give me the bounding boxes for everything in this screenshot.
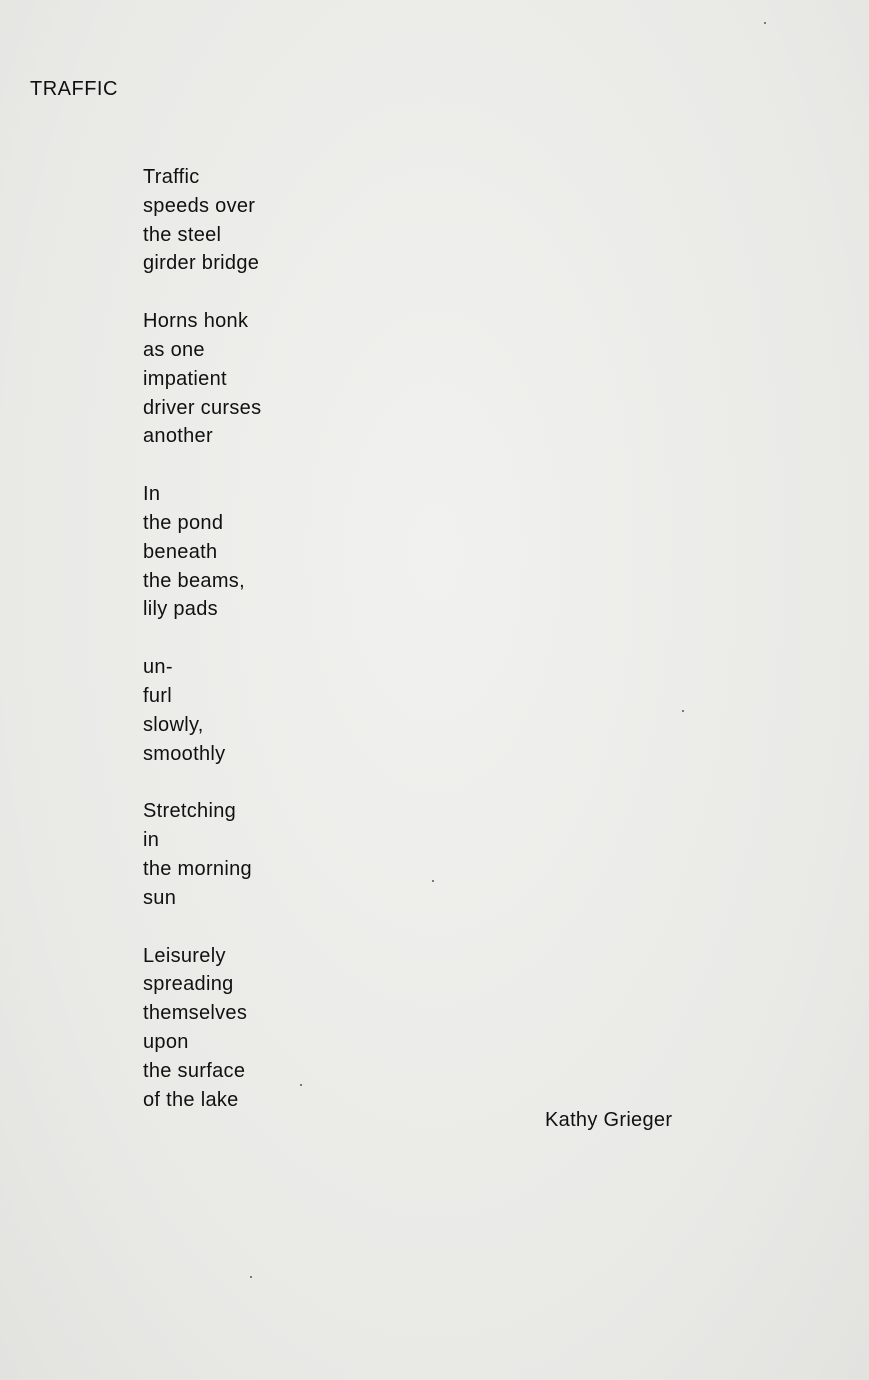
poem-line: the pond (143, 511, 224, 534)
paper-speck (300, 1084, 302, 1086)
poem-line: the morning (143, 857, 252, 880)
poem-line: speeds over (143, 194, 256, 217)
poem-stanza (143, 942, 261, 1115)
poem-stanza (143, 797, 261, 912)
poem-line: themselves (143, 1002, 248, 1025)
poem-line: In (143, 483, 161, 506)
poem-line: the steel (143, 223, 222, 246)
poem-line: girder bridge (143, 252, 260, 275)
poem-stanza (143, 307, 261, 451)
poem-line: Traffic (143, 166, 200, 188)
poem-line: sun (143, 886, 177, 909)
poem-line: of the lake (143, 1088, 239, 1111)
paper-speck (682, 710, 684, 712)
poem-title: TRAFFIC (30, 78, 118, 100)
paper-speck (764, 22, 766, 24)
poem-body (143, 163, 261, 1143)
poem-line: slowly, (143, 713, 204, 736)
poem-line: impatient (143, 367, 227, 390)
poem-line: Horns honk (143, 310, 249, 333)
poem-line: another (143, 425, 213, 448)
poem-author: Kathy Grieger (545, 1109, 673, 1131)
poem-stanza (143, 480, 261, 624)
poem-line: Stretching (143, 800, 237, 823)
poem-line: driver curses (143, 396, 262, 419)
poem-stanza (143, 653, 261, 768)
poem-line: upon (143, 1030, 189, 1053)
poem-line: in (143, 829, 160, 852)
poem-line: the surface (143, 1059, 246, 1082)
poem-line: furl (143, 684, 172, 707)
paper-speck (250, 1276, 252, 1278)
poem-line: the beams, (143, 569, 245, 592)
poem-line: spreading (143, 973, 234, 996)
poem-line: Leisurely (143, 944, 226, 967)
poem-line: as one (143, 338, 205, 361)
paper-speck (432, 880, 434, 882)
poem-line: smoothly (143, 742, 226, 765)
poem-line: un- (143, 656, 173, 679)
poem-line: beneath (143, 540, 218, 563)
poem-line: lily pads (143, 598, 218, 621)
poem-stanza (143, 163, 261, 278)
